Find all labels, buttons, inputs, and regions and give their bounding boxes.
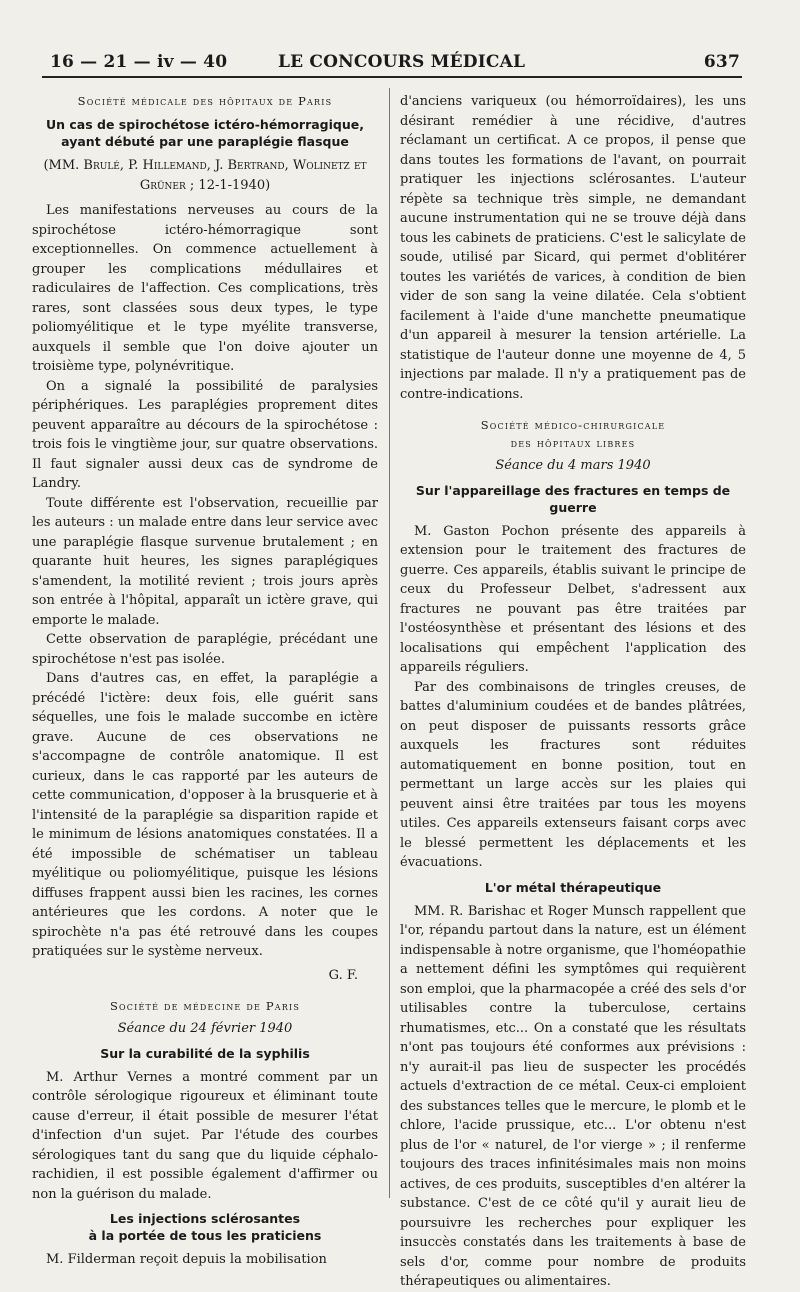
paragraph: M. Gaston Pochon présente des appareils à extension pour le traitement des fractures de guerre. Ces appareils, établis suivant le principe de ceux du Professeur Delbet, s'adressent aux fractures ne pouvant pas être traitées par l'ostéosynthèse et présentant des lésions et des localisations qui empêchent l'application des appareils réguliers. (400, 523, 746, 675)
page-header (50, 52, 740, 74)
column-divider (389, 88, 390, 1198)
society-heading (400, 416, 746, 452)
society-heading-line: des hôpitaux libres (510, 436, 636, 450)
paragraph: On a signalé la possibilité de paralysies périphériques. Les paraplégies proprement dites peuvent apparaître au décours de la spirochétose : trois fois le vingtième jour, sur quatre observations. Il faut signaler aussi deux cas de syndrome de Landry. (32, 378, 378, 491)
society-heading-line: Société médico-chirurgicale (480, 418, 666, 432)
issue-number: 16 — 21 — iv — 40 (50, 52, 228, 72)
article-title-line: Un cas de spirochétose ictéro-hémorragique, (45, 117, 364, 132)
paragraph: MM. R. Barishac et Roger Munsch rappellent que l'or, répandu partout dans la nature, est un élément indispensable à notre organisme, que l'homéopathie a nettement défini les symptômes qui requièrent son emploi, que la pharmacopée a créé des sels d'or utilisables contre la tuberculose, certains rhumatismes, etc... On a constaté que les résultats n'ont pas toujours été conformes aux prévisions : n'y aurait-il pas lieu de suspecter les procédés actuels d'extraction de ce métal. Ceux-ci emploient des substances telles que le mercure, le plomb et le chlore, l'acide prussique, etc... L'or obtenu n'est plus de l'or « naturel, de l'or vierge » ; il renferme toujours des traces infinitésimales mais non moins actives, de ces produits, susceptibles d'en altérer la substance. C'est de ce côté qu'il y aurait lieu de poursuivre les recherches pour expliquer les insuccès constatés dans les traitements à base de sels d'or, comme pour nombre de produits thérapeutiques ou alimentaires. (400, 903, 746, 1289)
article-authors: (MM. Brulé, P. Hillemand, J. Bertrand, Wolinetz et Grüner ; 12-1-1940) (43, 158, 367, 193)
article-title-line: Les injections sclérosantes (109, 1211, 301, 1226)
paragraph: M. Arthur Vernes a montré comment par un contrôle sérologique rigoureux et éliminant toute cause d'erreur, il était possible de mesurer l'état d'infection d'un sujet. Par l'étude des courbes sérologiques tant du sang que du liquide céphalo-rachidien, il est possible également d'affirmer ou non la guérison du malade. (32, 1069, 378, 1202)
header-rule (42, 76, 742, 78)
paragraph: Dans d'autres cas, en effet, la paraplégie a précédé l'ictère: deux fois, elle guérit sans séquelles, une fois le malade succombe en ictère grave. Aucune de ces observations ne s'accompagne de contrôle anatomique. Il est curieux, dans le cas rapporté par les auteurs de cette communication, d'opposer à la brusquerie et à l'intensité de la paraplégie sa disparition rapide et le minimum de lésions anatomiques constatées. Il a été impossible de schématiser un tableau myélitique ou poliomyélitique, puisque les lésions diffuses frappent aussi bien les racines, les cornes antérieures que les cordons. A noter que le spirochète n'a pas été retrouvé dans les coupes pratiquées sur le système nerveux. (32, 671, 378, 959)
paragraph: d'anciens variqueux (ou hémorroïdaires), les uns désirant remédier à une récidive, d'autres réclamant un certificat. A ce propos, il pense que dans toutes les formations de l'avant, on pourrait pratiquer les injections sclérosantes. L'auteur répète sa technique très simple, ne demandant aucune instrumentation qui ne se trouve déjà dans tous les cabinets de praticiens. C'est le salicylate de soude, utilisé par Sicard, qui permet d'oblitérer toutes les variétés de varices, à condition de bien vider de son sang la veine dilatée. Cela s'obtient facilement à l'aide d'une manchette pneumatique d'un appareil à mesurer la tension artérielle. La statistique de l'auteur donne une moyenne de 4, 5 injections par malade. Il n'y a pratiquement pas de contre-indications. (400, 94, 746, 402)
society-heading: Société médicale des hôpitaux de Paris (77, 94, 333, 108)
paragraph: Cette observation de paraplégie, précédant une spirochétose n'est pas isolée. (32, 632, 378, 667)
article-title-line: ayant débuté par une paraplégie flasque (61, 134, 349, 149)
paragraph: Les manifestations nerveuses au cours de la spirochétose ictéro-hémorragique sont exceptionnelles. On commence actuellement à grouper les complications médullaires et radiculaires de l'affection. Ces complications, très rares, sont classées sous deux types, le type poliomyélitique et le type myélite transverse, auxquels il semble que l'on doive ajouter un troisième type, polynévritique. (32, 203, 378, 374)
seance-date: Séance du 4 mars 1940 (495, 458, 651, 473)
paragraph: Par des combinaisons de tringles creuses, de battes d'aluminium coudées et de bandes plâtrées, on peut disposer de puissants ressorts grâce auxquels les fractures sont réduites automatiquement en bonne position, tout en permettant un large accès sur les plaies qui peuvent ainsi être traitées par tous les moyens utiles. Ces appareils extenseurs faisant corps avec le blessé permettent les déplacements et les évacuations. (400, 679, 746, 870)
seance-date: Séance du 24 février 1940 (117, 1021, 293, 1036)
journal-title: LE CONCOURS MÉDICAL (278, 52, 526, 72)
society-heading: Société de médecine de Paris (109, 999, 301, 1013)
paragraph: Toute différente est l'observation, recueillie par les auteurs : un malade entre dans leur service avec une paraplégie flasque survenue brutalement ; en quarante huit heures, les signes paraplégiques s'amendent, la motilité revient ; trois jours après son entrée à l'hôpital, apparaît un ictère grave, qui emporte le malade. (32, 495, 378, 628)
right-column (400, 92, 746, 1292)
article-title: L'or métal thérapeutique (484, 879, 662, 895)
article-title-line: à la portée de tous les praticiens (88, 1228, 322, 1243)
article-title: Sur l'appareillage des fractures en temps de guerre (415, 482, 731, 515)
article-title (32, 116, 378, 150)
page-number: 637 (703, 52, 740, 72)
signature: G. F. (328, 967, 358, 983)
paragraph: M. Filderman reçoit depuis la mobilisation (46, 1252, 327, 1267)
article-title: Sur la curabilité de la syphilis (100, 1045, 310, 1061)
article-title (32, 1210, 378, 1244)
left-column (32, 92, 378, 1270)
